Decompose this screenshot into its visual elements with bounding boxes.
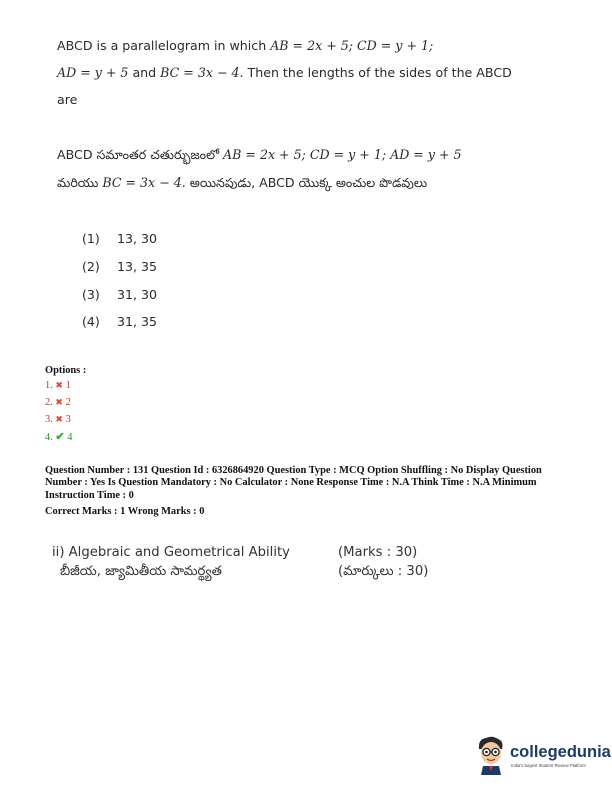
choice-number: (3) [82,287,100,302]
checkmark-icon: ✔ [55,431,65,443]
answer-option-1 [45,380,71,391]
choice-number: (1) [82,231,100,246]
answer-option-4 [45,430,72,443]
marks-info: Correct Marks : 1 Wrong Marks : 0 [45,506,205,517]
cross-icon: ✖ [55,414,63,424]
question-text: మరియు [57,175,103,190]
brand-name: collegedunia [510,743,611,761]
choice-number: (4) [82,314,100,329]
choice-item[interactable] [0,287,300,305]
choice-value: 31, 30 [117,287,158,302]
brand-tagline: India's largest Student Review Platform [511,763,586,768]
section-title-telugu: బీజీయ, జ్యామితీయ సామర్థ్యత [60,564,222,579]
mascot-icon [474,735,508,775]
choice-value: 13, 35 [117,259,158,274]
question-math: AB = 2x + 5; CD = y + 1; AD = y + 5 [223,147,462,162]
question-math: AD = y + 5 [57,65,129,80]
section-marks-telugu: (మార్కులు : 30) [338,564,429,579]
question-math: AB = 2x + 5; CD = y + 1; [270,38,434,53]
section-marks-english: (Marks : 30) [338,545,418,560]
choice-item[interactable] [0,231,300,249]
question-text: ABCD సమాంతర చతుర్భుజంలో [57,147,224,162]
option-value: 2 [65,397,71,408]
option-value: 1 [65,380,71,391]
question-english-line-1 [57,38,433,53]
section-title-english: ii) Algebraic and Geometrical Ability [52,545,290,560]
option-index: 4. [45,432,53,443]
cross-icon: ✖ [55,380,63,390]
option-index: 3. [45,414,53,425]
choice-value: 31, 35 [117,314,158,329]
question-telugu-line-1 [57,147,462,166]
question-text: Then the lengths of the sides of the ABCD [243,65,512,80]
question-text: ABCD is a parallelogram in which [57,38,271,53]
question-math: BC = 3x − 4. [102,175,186,190]
cross-icon: ✖ [55,397,63,407]
question-math: BC = 3x − 4. [160,65,244,80]
question-meta-line-1: Question Number : 131 Question Id : 6326864920 Question Type : MCQ Option Shuffling : No Display Question [45,465,542,476]
question-telugu-line-2 [57,175,427,194]
choice-item[interactable] [0,314,300,332]
choice-value: 13, 30 [117,231,158,246]
option-value: 3 [65,414,71,425]
question-meta-line-3: Instruction Time : 0 [45,490,134,501]
question-meta-line-2: Number : Yes Is Question Mandatory : No Calculator : None Response Time : N.A Think Time : N.A Minimum [45,477,537,488]
options-heading: Options : [45,365,87,376]
option-index: 2. [45,397,53,408]
question-text: and [128,65,161,80]
question-text: అయినపుడు, ABCD యొక్క అంచుల పొడవులు [185,175,428,190]
option-value: 4 [67,432,73,443]
choice-number: (2) [82,259,100,274]
collegedunia-logo [474,735,611,777]
question-english-line-2 [57,65,512,80]
answer-option-2 [45,397,71,408]
choice-item[interactable] [0,259,300,277]
question-english-line-3: are [57,92,78,107]
option-index: 1. [45,380,53,391]
answer-option-3 [45,414,71,425]
